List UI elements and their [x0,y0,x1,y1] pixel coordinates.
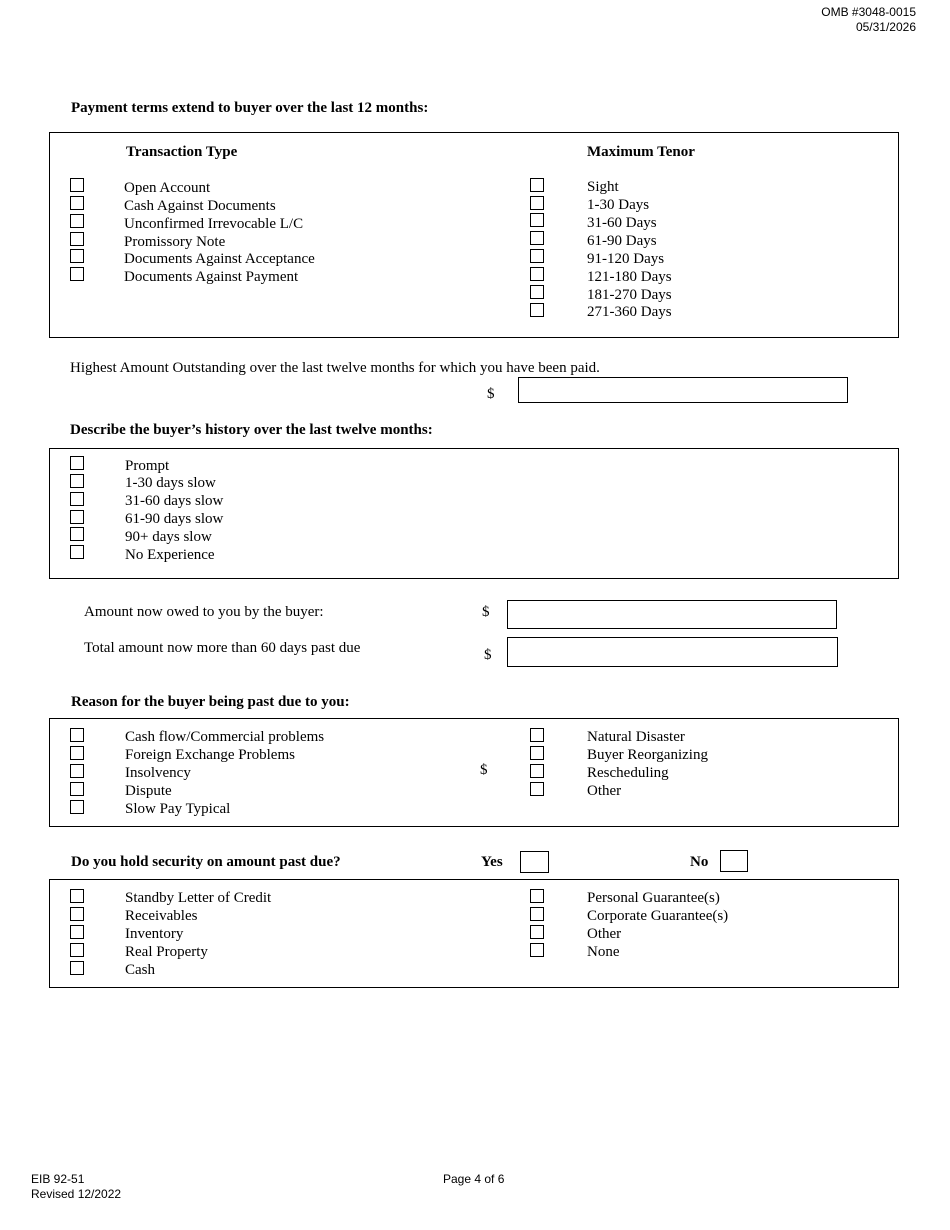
tenor-checkbox-121-180[interactable] [530,267,544,281]
tenor-label-sight: Sight [587,179,619,195]
history-checkbox-90-plus-slow[interactable] [70,527,84,541]
amount-owed-field[interactable] [507,600,837,629]
transaction-type-label-documents-against-acceptance: Documents Against Acceptance [124,251,315,267]
history-checkbox-31-60-slow[interactable] [70,492,84,506]
maximum-tenor-heading: Maximum Tenor [587,144,695,160]
security-checkbox-personal-guarantee[interactable] [530,889,544,903]
tenor-label-1-30: 1-30 Days [587,197,650,213]
history-checkbox-1-30-slow[interactable] [70,474,84,488]
reason-checkbox-cash-flow[interactable] [70,728,84,742]
transaction-type-checkbox-documents-against-acceptance[interactable] [70,249,84,263]
transaction-type-label-promissory-note: Promissory Note [124,234,226,250]
history-checkbox-prompt[interactable] [70,456,84,470]
highest-amount-currency: $ [487,386,495,402]
omb-date: 05/31/2026 [855,20,916,34]
tenor-checkbox-31-60[interactable] [530,213,544,227]
tenor-label-181-270: 181-270 Days [587,287,672,303]
security-no-label: No [690,854,709,870]
security-checkbox-standby-lc[interactable] [70,889,84,903]
tenor-label-271-360: 271-360 Days [587,304,672,320]
history-label-prompt: Prompt [125,458,170,474]
security-label-standby-lc: Standby Letter of Credit [125,890,272,906]
security-label-none: None [587,944,620,960]
history-checkbox-61-90-slow[interactable] [70,510,84,524]
history-checkbox-no-experience[interactable] [70,545,84,559]
payment-terms-heading: Payment terms extend to buyer over the last 12 months: [71,100,429,116]
form-id: EIB 92-51 [31,1172,85,1186]
transaction-type-checkbox-cash-against-documents[interactable] [70,196,84,210]
security-checkbox-real-property[interactable] [70,943,84,957]
history-heading: Describe the buyer’s history over the last twelve months: [70,422,433,438]
transaction-type-label-unconfirmed-lc: Unconfirmed Irrevocable L/C [124,216,304,232]
history-label-31-60-slow: 31-60 days slow [125,493,224,509]
security-label-receivables: Receivables [125,908,198,924]
tenor-checkbox-91-120[interactable] [530,249,544,263]
page-number: Page 4 of 6 [443,1172,505,1186]
tenor-label-31-60: 31-60 Days [587,215,657,231]
security-label-corporate-guarantee: Corporate Guarantee(s) [587,908,729,924]
omb-number: OMB #3048-0015 [821,5,916,19]
security-checkbox-other[interactable] [530,925,544,939]
highest-amount-field[interactable] [518,377,848,403]
security-yes-label: Yes [481,854,503,870]
reason-label-other: Other [587,783,622,799]
transaction-type-checkbox-documents-against-payment[interactable] [70,267,84,281]
transaction-type-checkbox-unconfirmed-lc[interactable] [70,214,84,228]
tenor-label-61-90: 61-90 Days [587,233,657,249]
transaction-type-label-open-account: Open Account [124,180,211,196]
security-checkbox-cash[interactable] [70,961,84,975]
tenor-checkbox-sight[interactable] [530,178,544,192]
security-label-other: Other [587,926,622,942]
reason-currency: $ [480,762,488,778]
reason-heading: Reason for the buyer being past due to you: [71,694,350,710]
history-label-no-experience: No Experience [125,547,215,563]
omb-header [821,5,916,35]
reason-label-slow-pay: Slow Pay Typical [125,801,231,817]
security-checkbox-inventory[interactable] [70,925,84,939]
security-label-real-property: Real Property [125,944,208,960]
transaction-type-checkbox-open-account[interactable] [70,178,84,192]
reason-checkbox-slow-pay[interactable] [70,800,84,814]
amount-owed-currency: $ [482,604,490,620]
reason-checkbox-natural-disaster[interactable] [530,728,544,742]
transaction-type-label-documents-against-payment: Documents Against Payment [124,269,299,285]
form-revised: Revised 12/2022 [31,1187,122,1201]
security-label-cash: Cash [125,962,155,978]
amount-owed-label: Amount now owed to you by the buyer: [84,604,324,620]
past-due-label: Total amount now more than 60 days past due [84,640,361,656]
history-label-61-90-slow: 61-90 days slow [125,511,224,527]
security-yes-checkbox[interactable] [520,851,549,873]
transaction-type-checkbox-promissory-note[interactable] [70,232,84,246]
transaction-type-label-cash-against-documents: Cash Against Documents [124,198,276,214]
security-label-inventory: Inventory [125,926,184,942]
form-footer [31,1172,121,1202]
security-checkbox-receivables[interactable] [70,907,84,921]
history-label-90-plus-slow: 90+ days slow [125,529,212,545]
security-checkbox-corporate-guarantee[interactable] [530,907,544,921]
reason-checkbox-other[interactable] [530,782,544,796]
past-due-currency: $ [484,647,492,663]
security-label-personal-guarantee: Personal Guarantee(s) [587,890,720,906]
reason-checkbox-insolvency[interactable] [70,764,84,778]
tenor-label-91-120: 91-120 Days [587,251,665,267]
tenor-label-121-180: 121-180 Days [587,269,672,285]
reason-label-insolvency: Insolvency [125,765,191,781]
tenor-checkbox-271-360[interactable] [530,303,544,317]
reason-label-foreign-exchange: Foreign Exchange Problems [125,747,295,763]
tenor-checkbox-61-90[interactable] [530,231,544,245]
highest-amount-label: Highest Amount Outstanding over the last twelve months for which you have been paid. [70,360,600,376]
tenor-checkbox-181-270[interactable] [530,285,544,299]
reason-label-rescheduling: Rescheduling [587,765,669,781]
reason-label-cash-flow: Cash flow/Commercial problems [125,729,325,745]
history-label-1-30-slow: 1-30 days slow [125,475,216,491]
security-checkbox-none[interactable] [530,943,544,957]
tenor-checkbox-1-30[interactable] [530,196,544,210]
reason-checkbox-foreign-exchange[interactable] [70,746,84,760]
reason-label-dispute: Dispute [125,783,172,799]
past-due-field[interactable] [507,637,838,667]
reason-label-buyer-reorganizing: Buyer Reorganizing [587,747,708,763]
reason-checkbox-buyer-reorganizing[interactable] [530,746,544,760]
reason-checkbox-dispute[interactable] [70,782,84,796]
transaction-type-heading: Transaction Type [126,144,238,160]
reason-checkbox-rescheduling[interactable] [530,764,544,778]
reason-label-natural-disaster: Natural Disaster [587,729,685,745]
security-no-checkbox[interactable] [720,850,748,872]
security-heading: Do you hold security on amount past due? [71,854,341,870]
